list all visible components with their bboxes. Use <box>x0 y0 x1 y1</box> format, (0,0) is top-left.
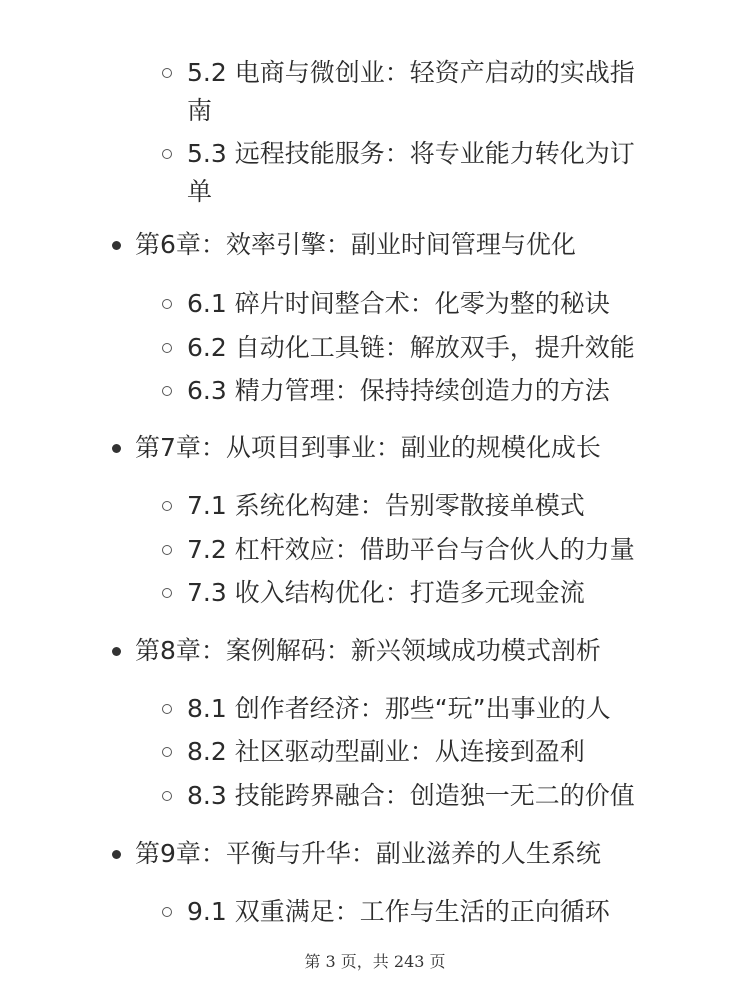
toc-subitem-text: 7.2 杠杆效应：借助平台与合伙人的力量 <box>187 535 635 564</box>
filled-disc-bullet-icon <box>112 850 121 859</box>
hollow-circle-bullet-icon <box>162 545 172 555</box>
toc-chapter-text: 第9章：平衡与升华：副业滋养的人生系统 <box>135 839 601 868</box>
toc-subitem <box>162 574 585 612</box>
toc-subitem-text-continued: 单 <box>187 177 213 206</box>
toc-chapter-text: 第6章：效率引擎：副业时间管理与优化 <box>135 230 576 259</box>
toc-subitem <box>162 329 635 367</box>
toc-subitem-text-continued: 南 <box>187 96 213 125</box>
hollow-circle-bullet-icon <box>162 386 172 396</box>
filled-disc-bullet-icon <box>112 241 121 250</box>
toc-chapter-item <box>112 429 601 467</box>
toc-subitem <box>162 54 635 130</box>
hollow-circle-bullet-icon <box>162 747 172 757</box>
toc-subitem <box>162 893 610 931</box>
toc-chapter-item <box>112 632 601 670</box>
toc-subitem <box>162 372 610 410</box>
hollow-circle-bullet-icon <box>162 299 172 309</box>
hollow-circle-bullet-icon <box>162 791 172 801</box>
toc-chapter-item <box>112 226 576 264</box>
toc-subitem-text: 5.3 远程技能服务：将专业能力转化为订 <box>187 139 635 168</box>
toc-subitem <box>162 777 635 815</box>
toc-chapter-text: 第8章：案例解码：新兴领域成功模式剖析 <box>135 636 601 665</box>
toc-subitem-text: 8.2 社区驱动型副业：从连接到盈利 <box>187 737 585 766</box>
filled-disc-bullet-icon <box>112 647 121 656</box>
hollow-circle-bullet-icon <box>162 907 172 917</box>
toc-subitem-text: 8.3 技能跨界融合：创造独一无二的价值 <box>187 781 635 810</box>
filled-disc-bullet-icon <box>112 444 121 453</box>
toc-subitem-text: 6.3 精力管理：保持持续创造力的方法 <box>187 376 610 405</box>
toc-subitem <box>162 531 635 569</box>
toc-subitem-text: 6.2 自动化工具链：解放双手，提升效能 <box>187 333 635 362</box>
toc-subitem-text: 5.2 电商与微创业：轻资产启动的实战指 <box>187 58 635 87</box>
page-number-label: 第 3 页，共 243 页 <box>304 952 446 971</box>
hollow-circle-bullet-icon <box>162 501 172 511</box>
toc-subitem <box>162 285 610 323</box>
hollow-circle-bullet-icon <box>162 343 172 353</box>
toc-subitem <box>162 135 635 211</box>
page-footer <box>0 949 750 972</box>
toc-subitem-text: 6.1 碎片时间整合术：化零为整的秘诀 <box>187 289 610 318</box>
toc-subitem-text: 8.1 创作者经济：那些“玩”出事业的人 <box>187 694 611 723</box>
hollow-circle-bullet-icon <box>162 149 172 159</box>
hollow-circle-bullet-icon <box>162 68 172 78</box>
toc-subitem-text: 7.3 收入结构优化：打造多元现金流 <box>187 578 585 607</box>
toc-subitem <box>162 487 585 525</box>
hollow-circle-bullet-icon <box>162 588 172 598</box>
toc-subitem <box>162 690 611 728</box>
toc-subitem-text: 7.1 系统化构建：告别零散接单模式 <box>187 491 585 520</box>
toc-chapter-item <box>112 835 601 873</box>
toc-subitem-text: 9.1 双重满足：工作与生活的正向循环 <box>187 897 610 926</box>
toc-subitem <box>162 733 585 771</box>
hollow-circle-bullet-icon <box>162 704 172 714</box>
toc-chapter-text: 第7章：从项目到事业：副业的规模化成长 <box>135 433 601 462</box>
